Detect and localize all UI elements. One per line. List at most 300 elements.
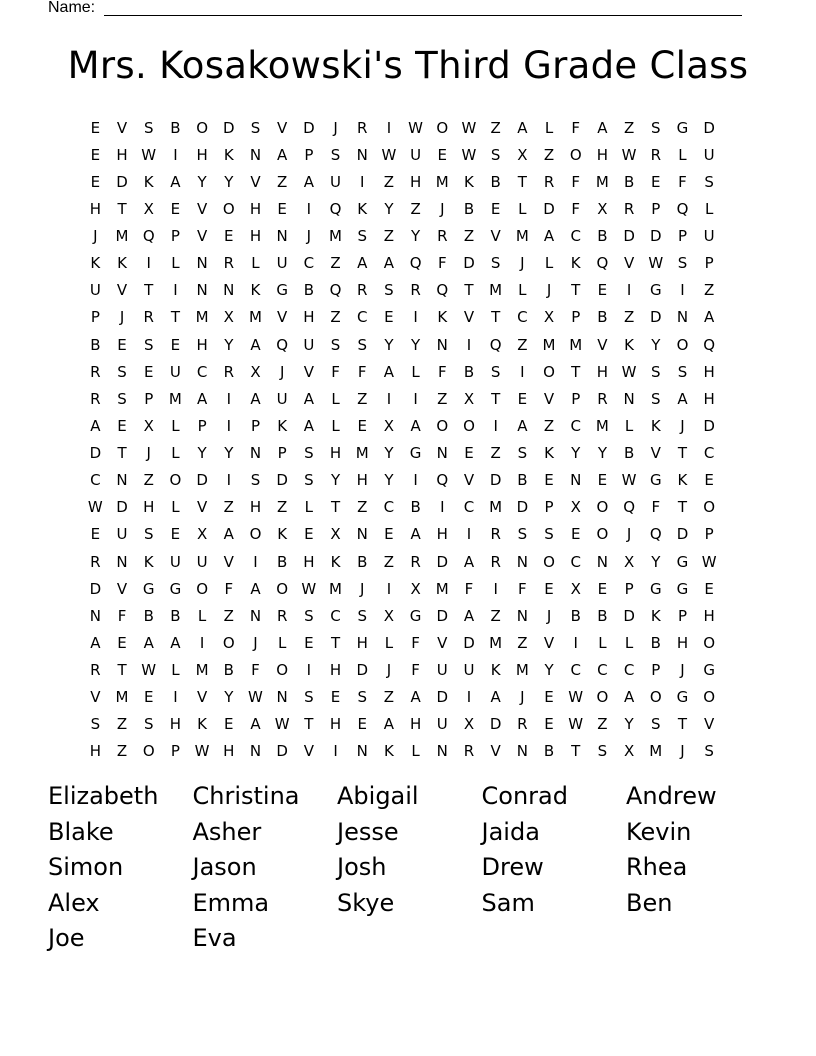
grid-cell: D [676,525,689,544]
grid-cell: E [544,715,554,734]
grid-cell: D [116,498,128,517]
grid-cell: X [143,416,154,435]
grid-cell: F [571,172,581,191]
grid-cell: W [381,145,397,164]
grid-cell: N [516,742,528,761]
grid-cell: D [276,471,288,490]
grid-cell: H [249,498,262,517]
grid-cell: O [222,199,235,218]
word-list-item: Eva [192,924,237,952]
grid-cell: A [383,715,395,734]
grid-cell: O [543,362,555,381]
grid-cell: R [357,281,368,300]
grid-cell: V [490,742,501,761]
grid-cell: F [411,633,420,652]
grid-cell: V [116,281,128,300]
grid-cell: P [304,145,314,164]
grid-cell: Z [330,254,341,273]
grid-cell: T [517,172,527,191]
grid-cell: R [276,606,288,625]
grid-cell: C [303,254,315,273]
grid-cell: X [196,525,208,544]
grid-cell: Y [651,552,661,571]
grid-cell: Z [223,606,234,625]
grid-cell: P [677,606,687,625]
grid-cell: K [490,661,501,680]
grid-cell: J [386,661,392,680]
grid-cell: U [169,552,181,571]
grid-cell: F [464,579,474,598]
grid-cell: I [466,525,472,544]
grid-cell: U [436,715,448,734]
grid-cell: J [360,579,365,598]
name-label: Name: [48,0,96,16]
grid-cell: N [356,525,368,544]
grid-cell: U [116,525,128,544]
grid-cell: H [329,715,342,734]
grid-cell: K [544,444,554,463]
word-list-item: Abigail [337,782,419,810]
grid-cell: A [303,416,314,435]
grid-cell: C [90,471,101,490]
word-list-item: Andrew [626,782,717,810]
grid-cell: K [464,172,474,191]
grid-cell: W [461,118,477,137]
grid-cell: B [170,118,181,137]
grid-cell: M [515,227,529,246]
grid-cell: H [143,498,155,517]
grid-cell: D [650,308,662,327]
grid-cell: H [596,145,609,164]
grid-cell: R [90,362,101,381]
grid-cell: Y [197,172,207,191]
grid-cell: N [516,552,528,571]
grid-cell: Q [409,254,422,273]
grid-cell: D [543,199,555,218]
grid-cell: K [90,254,101,273]
grid-cell: L [518,281,527,300]
grid-cell: V [623,254,635,273]
grid-cell: B [463,362,475,381]
grid-cell: X [543,308,555,327]
grid-cell: I [226,389,231,408]
grid-cell: D [703,416,715,435]
grid-cell: B [357,552,368,571]
grid-cell: J [626,525,632,544]
grid-cell: Z [490,606,501,625]
grid-cell: Z [383,172,395,191]
grid-cell: S [304,444,314,463]
grid-cell: B [410,498,421,517]
grid-cell: G [649,579,662,598]
grid-cell: N [249,145,262,164]
grid-cell: B [170,606,181,625]
grid-cell: A [196,389,208,408]
grid-cell: B [623,444,635,463]
grid-cell: S [651,118,661,137]
grid-cell: N [436,742,448,761]
grid-cell: B [597,227,608,246]
grid-cell: B [90,335,101,354]
grid-cell: O [276,579,289,598]
grid-cell: Y [384,471,394,490]
word-list-item: Simon [48,853,124,881]
grid-cell: D [116,172,128,191]
grid-cell: Z [383,552,395,571]
grid-cell: B [303,281,314,300]
word-list-item: Elizabeth [48,782,159,810]
grid-cell: I [386,118,392,137]
grid-cell: H [596,362,609,381]
grid-cell: E [90,118,101,137]
grid-cell: S [517,525,528,544]
grid-cell: B [490,172,501,191]
grid-cell: W [621,145,637,164]
grid-cell: N [249,444,262,463]
grid-cell: P [170,227,180,246]
grid-cell: F [331,362,340,381]
grid-cell: M [195,661,209,680]
word-list-item: Ben [626,888,673,917]
grid-cell: L [678,145,687,164]
grid-cell: W [141,145,157,164]
grid-cell: E [143,362,154,381]
grid-cell: Q [676,199,689,218]
grid-cell: H [196,145,208,164]
grid-cell: A [303,172,314,191]
grid-cell: N [89,606,101,625]
grid-cell: D [356,661,368,680]
grid-cell: F [571,118,581,137]
grid-cell: M [248,308,262,327]
grid-cell: Z [517,633,528,652]
grid-cell: U [410,145,422,164]
grid-cell: V [90,688,101,707]
grid-cell: K [437,308,448,327]
grid-cell: P [90,308,100,327]
grid-cell: U [436,661,448,680]
grid-cell: E [277,199,287,218]
grid-cell: P [197,416,207,435]
grid-cell: N [436,444,448,463]
grid-cell: M [569,335,583,354]
word-list-item: Blake [48,817,114,846]
grid-cell: A [623,688,635,707]
grid-cell: V [490,227,501,246]
grid-cell: I [413,308,418,327]
grid-cell: R [90,389,101,408]
grid-cell: P [704,254,714,273]
word-list-item: Asher [192,817,262,846]
grid-cell: Z [223,498,234,517]
grid-cell: D [436,688,449,707]
grid-cell: E [170,199,181,218]
grid-cell: M [435,579,449,598]
grid-cell: R [90,552,101,571]
grid-cell: H [676,633,689,652]
grid-cell: D [489,471,502,490]
grid-cell: C [356,308,368,327]
grid-cell: G [142,579,155,598]
grid-cell: Z [143,471,154,490]
grid-cell: U [703,227,715,246]
grid-cell: L [411,742,420,761]
grid-cell: K [357,199,368,218]
grid-cell: I [386,579,392,598]
grid-cell: X [383,416,395,435]
grid-cell: E [117,416,127,435]
grid-cell: Y [224,444,234,463]
grid-cell: X [250,362,261,381]
grid-cell: G [409,606,422,625]
grid-cell: Y [624,715,634,734]
grid-cell: T [304,715,314,734]
grid-cell: U [330,172,342,191]
grid-cell: I [520,362,525,381]
grid-cell: S [330,145,341,164]
grid-cell: B [650,633,661,652]
grid-cell: O [196,118,208,137]
word-search-grid [82,114,723,765]
grid-cell: D [489,715,502,734]
grid-cell: P [677,227,687,246]
grid-cell: L [704,199,714,218]
grid-cell: Z [490,118,501,137]
word-list-item: Kevin [626,817,692,846]
grid-cell: N [623,389,635,408]
grid-cell: N [249,606,262,625]
grid-cell: Q [623,498,635,517]
grid-cell: E [357,715,367,734]
grid-cell: Y [224,335,234,354]
grid-cell: B [597,308,608,327]
grid-cell: D [463,633,475,652]
grid-cell: E [704,579,714,598]
grid-cell: B [570,606,581,625]
grid-cell: Q [489,335,502,354]
word-list-item: Joe [48,924,85,952]
grid-cell: N [196,254,208,273]
grid-cell: R [437,227,448,246]
grid-cell: V [116,118,128,137]
grid-cell: D [703,118,715,137]
grid-cell: S [677,254,688,273]
word-list-item: Sam [481,888,535,917]
grid-cell: Z [623,118,635,137]
grid-cell: Z [383,688,395,707]
grid-cell: R [543,172,555,191]
grid-cell: H [249,199,262,218]
grid-cell: O [196,579,208,598]
grid-cell: T [117,199,127,218]
grid-cell: X [223,308,234,327]
name-field[interactable] [48,0,742,18]
grid-cell: A [463,552,475,571]
grid-cell: I [333,742,338,761]
grid-cell: Z [463,227,475,246]
grid-cell: A [357,254,368,273]
grid-cell: C [570,416,581,435]
grid-cell: U [169,362,181,381]
grid-cell: W [568,715,584,734]
grid-cell: P [544,498,554,517]
grid-cell: N [596,552,609,571]
grid-cell: Y [384,444,394,463]
grid-cell: S [490,362,501,381]
grid-cell: T [491,389,501,408]
grid-cell: E [90,172,101,191]
grid-cell: Z [116,715,128,734]
grid-cell: A [597,118,608,137]
grid-cell: E [597,281,608,300]
grid-cell: F [357,362,367,381]
grid-cell: N [516,606,528,625]
grid-cell: L [384,633,394,652]
grid-cell: Q [436,471,449,490]
grid-cell: F [571,199,581,218]
grid-cell: A [677,389,688,408]
grid-cell: S [357,335,367,354]
word-list-item: Rhea [626,853,688,881]
grid-cell: S [143,715,154,734]
grid-cell: F [224,579,234,598]
grid-cell: Z [116,742,128,761]
grid-cell: S [704,172,714,191]
grid-cell: J [146,444,151,463]
word-list-item: Skye [337,888,395,917]
grid-cell: G [409,444,422,463]
grid-cell: K [624,335,635,354]
grid-cell: O [569,145,582,164]
grid-cell: A [490,688,501,707]
grid-cell: M [329,227,342,246]
grid-cell: S [357,606,367,625]
grid-cell: C [597,661,608,680]
grid-cell: E [143,688,154,707]
grid-cell: E [330,688,341,707]
grid-cell: I [413,471,418,490]
grid-cell: R [90,661,101,680]
grid-cell: E [490,199,501,218]
grid-cell: Z [277,498,288,517]
grid-cell: L [411,362,420,381]
grid-cell: Q [596,254,609,273]
grid-cell: A [517,118,528,137]
grid-cell: S [490,254,501,273]
grid-cell: D [650,227,662,246]
grid-cell: R [410,281,421,300]
grid-cell: J [119,308,125,327]
grid-cell: V [277,308,288,327]
grid-cell: A [410,688,421,707]
grid-cell: C [196,362,208,381]
grid-cell: X [517,145,528,164]
grid-cell: Y [384,335,394,354]
grid-cell: O [543,552,555,571]
grid-cell: I [413,389,418,408]
grid-cell: J [93,227,98,246]
grid-cell: X [570,498,581,517]
grid-cell: N [356,145,368,164]
grid-cell: N [116,471,128,490]
grid-cell: L [331,416,340,435]
grid-cell: U [463,661,475,680]
grid-cell: S [304,688,314,707]
grid-cell: H [249,227,262,246]
word-list-item: Alex [48,888,100,917]
grid-cell: T [571,362,581,381]
word-list-item: Jesse [337,817,399,846]
grid-cell: K [143,552,154,571]
grid-cell: Y [597,444,607,463]
grid-cell: W [274,715,290,734]
grid-cell: A [250,715,261,734]
word-list-item: Christina [192,782,300,810]
grid-cell: U [89,281,101,300]
grid-cell: T [677,498,688,517]
grid-cell: H [409,172,422,191]
grid-cell: L [598,633,607,652]
grid-cell: H [223,742,235,761]
grid-cell: V [543,633,555,652]
grid-cell: T [170,308,180,327]
grid-cell: S [330,335,341,354]
grid-cell: H [356,633,368,652]
grid-cell: S [143,118,154,137]
word-list-item: Jason [192,853,257,881]
grid-cell: D [463,254,475,273]
grid-cell: I [466,335,472,354]
grid-cell: D [436,552,449,571]
grid-cell: I [306,199,312,218]
grid-cell: P [624,579,634,598]
grid-cell: J [680,416,685,435]
grid-cell: A [410,416,421,435]
grid-cell: V [116,579,128,598]
grid-cell: I [146,254,151,273]
grid-cell: S [677,362,688,381]
grid-cell: T [491,308,501,327]
grid-cell: E [170,335,181,354]
grid-cell: A [410,525,421,544]
grid-cell: L [544,118,554,137]
grid-cell: V [303,362,314,381]
grid-cell: D [276,742,288,761]
grid-cell: I [386,389,392,408]
grid-cell: V [704,715,715,734]
grid-cell: K [277,525,288,544]
grid-cell: L [277,633,287,652]
grid-cell: W [461,145,477,164]
grid-cell: U [196,552,208,571]
grid-cell: H [89,742,101,761]
grid-cell: X [330,525,341,544]
grid-cell: B [623,172,635,191]
grid-cell: E [597,579,608,598]
grid-cell: I [173,281,178,300]
grid-cell: V [196,498,208,517]
grid-cell: K [197,715,208,734]
grid-cell: I [440,498,445,517]
grid-cell: R [597,389,608,408]
name-underline [104,15,742,16]
grid-cell: S [117,389,127,408]
grid-cell: T [464,281,474,300]
grid-cell: L [304,498,314,517]
grid-cell: E [304,633,314,652]
grid-cell: M [542,335,556,354]
grid-cell: A [383,254,395,273]
